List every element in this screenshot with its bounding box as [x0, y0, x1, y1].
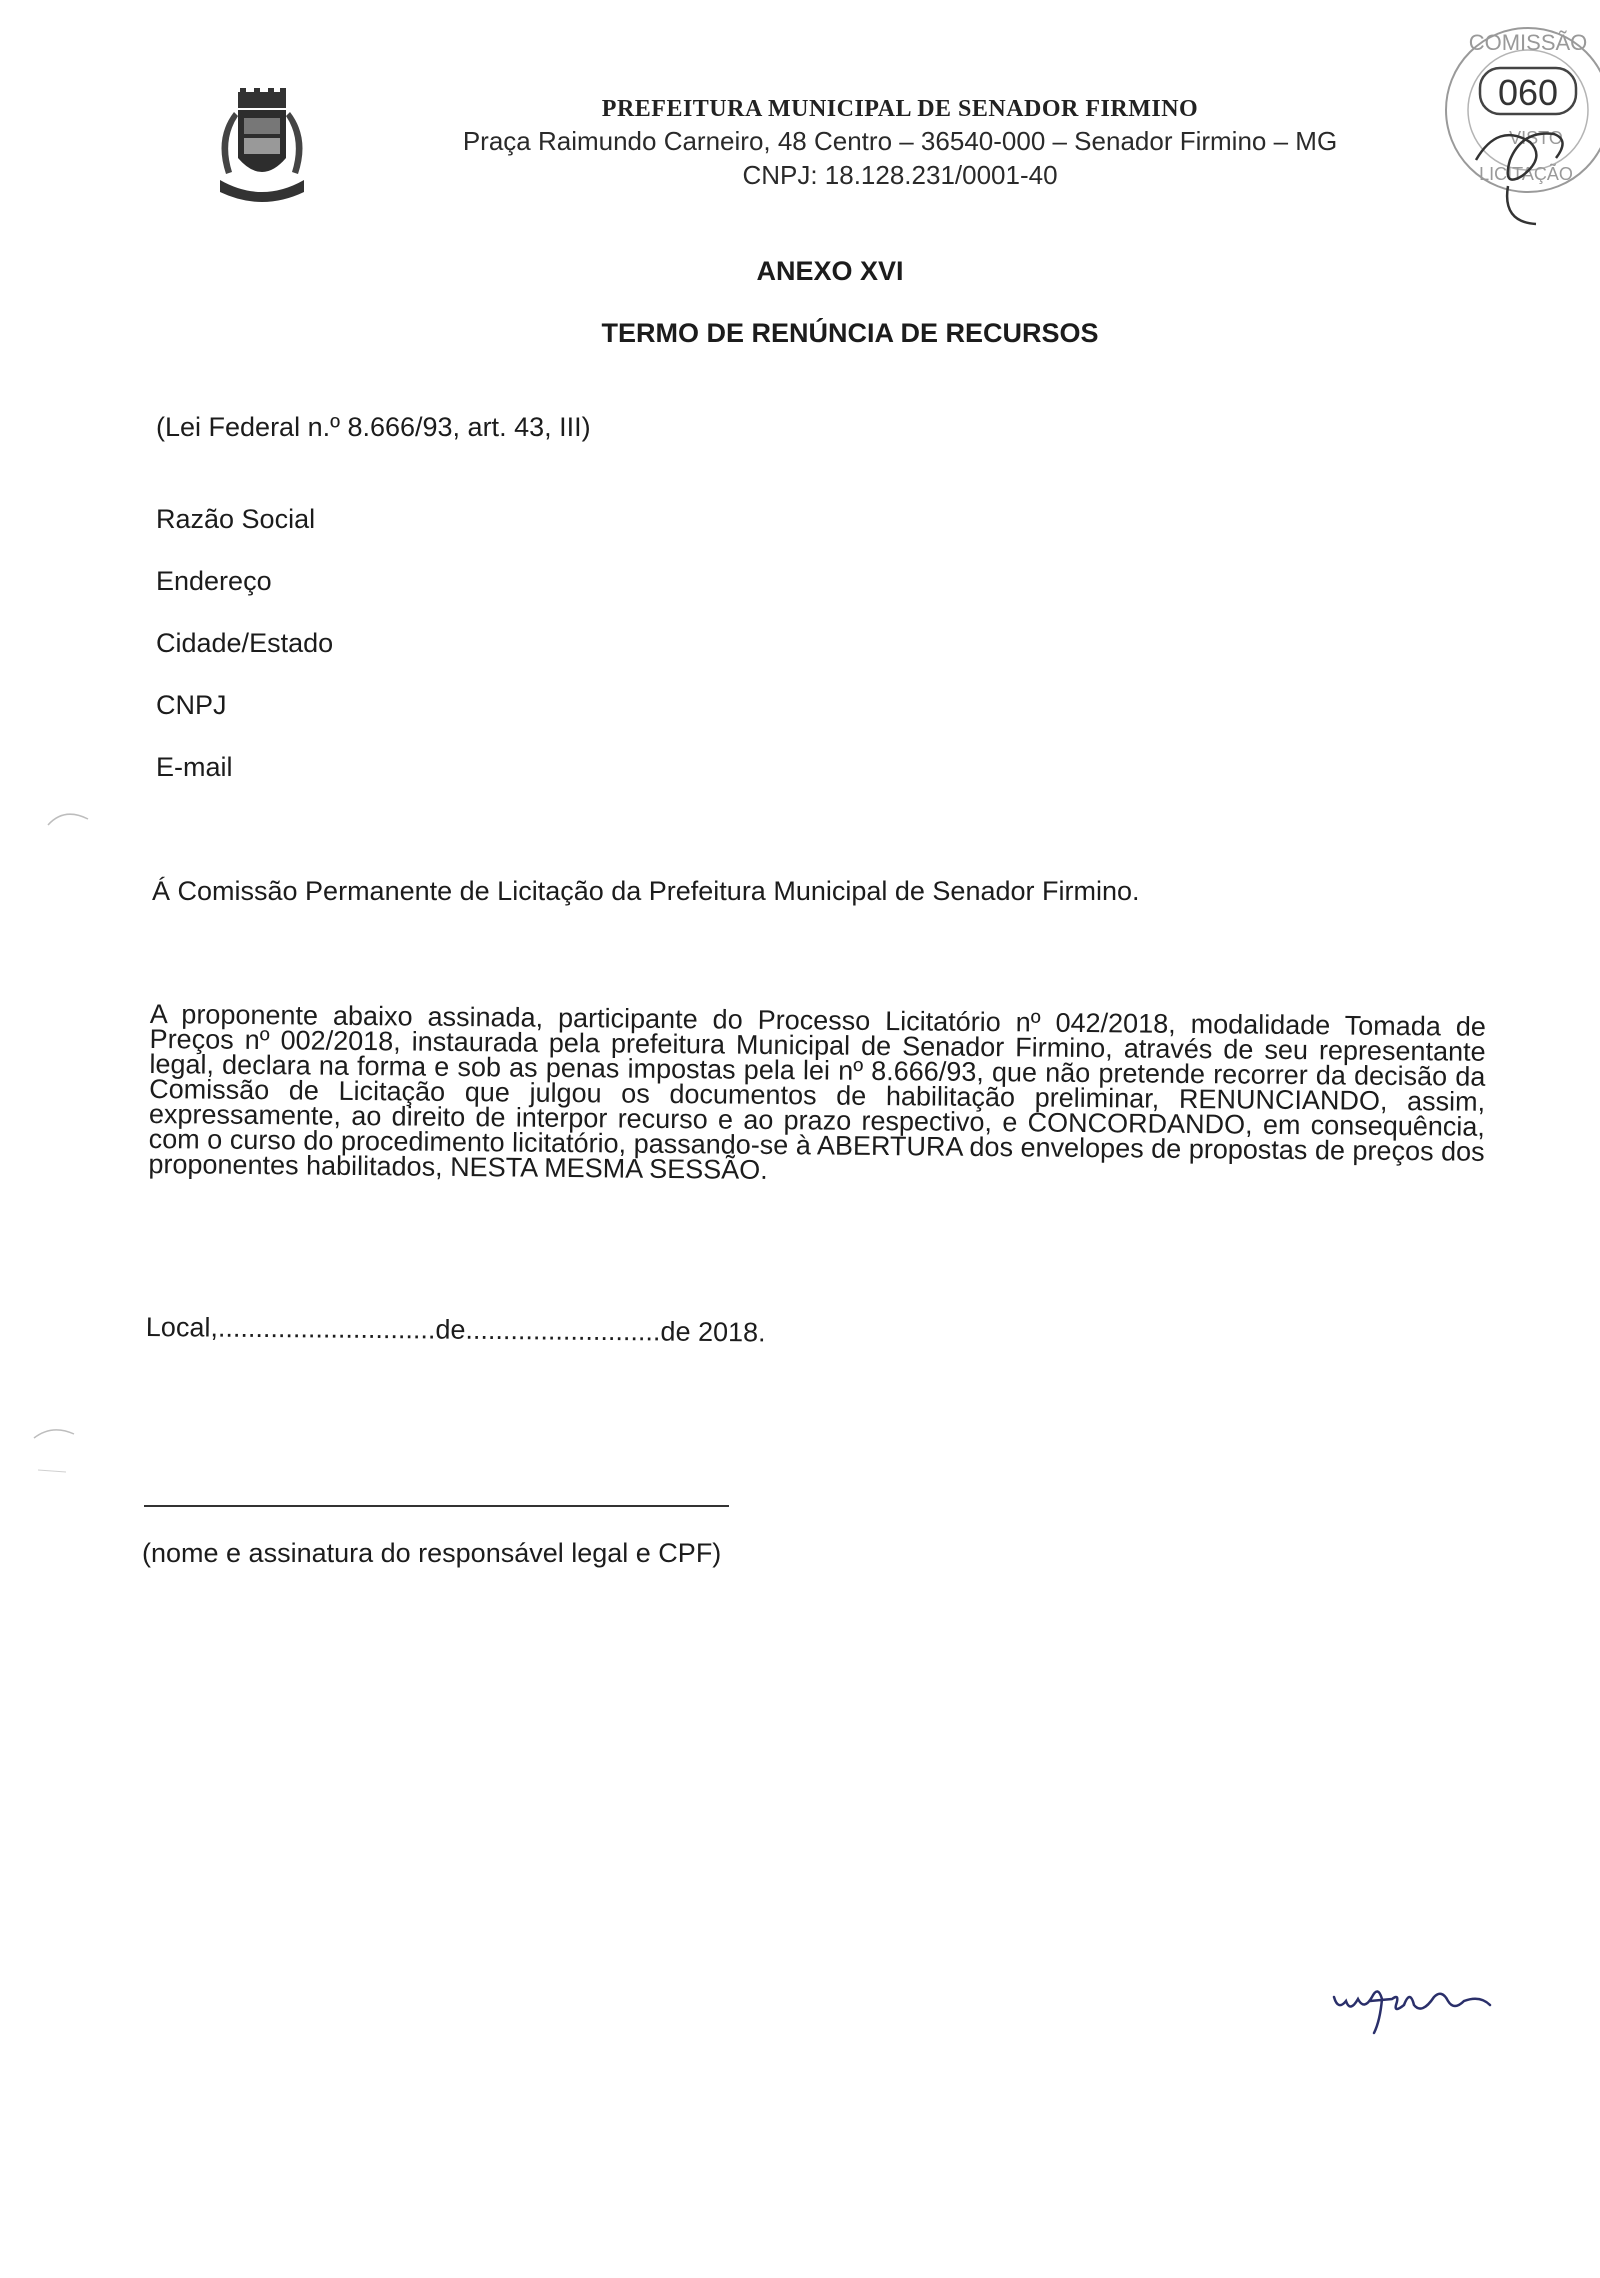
- municipality-title: PREFEITURA MUNICIPAL DE SENADOR FIRMINO: [601, 96, 1199, 122]
- municipality-address: Praça Raimundo Carneiro, 48 Centro – 36540-000 – Senador Firmino – MG: [462, 126, 1338, 156]
- signature-caption: (nome e assinatura do responsável legal e CPF): [142, 1538, 722, 1568]
- field-label-cnpj: CNPJ: [156, 690, 227, 720]
- stamp-number: 060: [1497, 72, 1559, 113]
- coat-of-arms-icon: [208, 88, 316, 208]
- stamp-bottom-text: LICITAÇÃO: [1479, 164, 1573, 184]
- declaration-paragraph: A proponente abaixo assinada, participante do Processo Licitatório nº 042/2018, modalidade Tomada de Preços nº 002/2018, instaurada pela prefeitura Municipal de Senador Firmino, através de seu representante legal, declara na forma e sob as penas impostas pela lei nº 8.666/93, que não pretende recorrer da decisão da Comissão de Licitação que julgou os documentos de habilitação preliminar, RENUNCIANDO, assim, expressamente, ao direito de interpor recurso e ao prazo respectivo, e CONCORDANDO, em consequência, com o curso do procedimento licitatório, passando-se à ABERTURA dos envelopes de propostas de preços dos proponentes habilitados, NESTA MESMA SESSÃO.: [148, 999, 1486, 1185]
- scan-mark-icon: [30, 1420, 80, 1480]
- handwritten-initials-icon: [1330, 1975, 1520, 2035]
- addressee-line: Á Comissão Permanente de Licitação da Prefeitura Municipal de Senador Firmino.: [152, 876, 1140, 906]
- signature-line: [144, 1505, 729, 1507]
- municipality-cnpj: CNPJ: 18.128.231/0001-40: [742, 160, 1058, 190]
- law-reference: (Lei Federal n.º 8.666/93, art. 43, III): [156, 412, 591, 442]
- field-label-endereco: Endereço: [156, 566, 272, 596]
- field-label-cidade-estado: Cidade/Estado: [156, 628, 334, 658]
- commission-stamp-icon: [1418, 10, 1600, 242]
- field-label-razao-social: Razão Social: [156, 504, 316, 534]
- place-date-line: Local,.............................de..........................de 2018.: [145, 1312, 766, 1348]
- field-label-email: E-mail: [156, 752, 233, 782]
- annex-title: ANEXO XVI: [756, 256, 904, 286]
- document-title: TERMO DE RENÚNCIA DE RECURSOS: [601, 318, 1099, 348]
- scan-mark-icon: [44, 805, 94, 835]
- stamp-top-text: COMISSÃO: [1468, 30, 1588, 55]
- stamp-middle-text: VISTO: [1509, 128, 1563, 148]
- letterhead: [420, 96, 1380, 191]
